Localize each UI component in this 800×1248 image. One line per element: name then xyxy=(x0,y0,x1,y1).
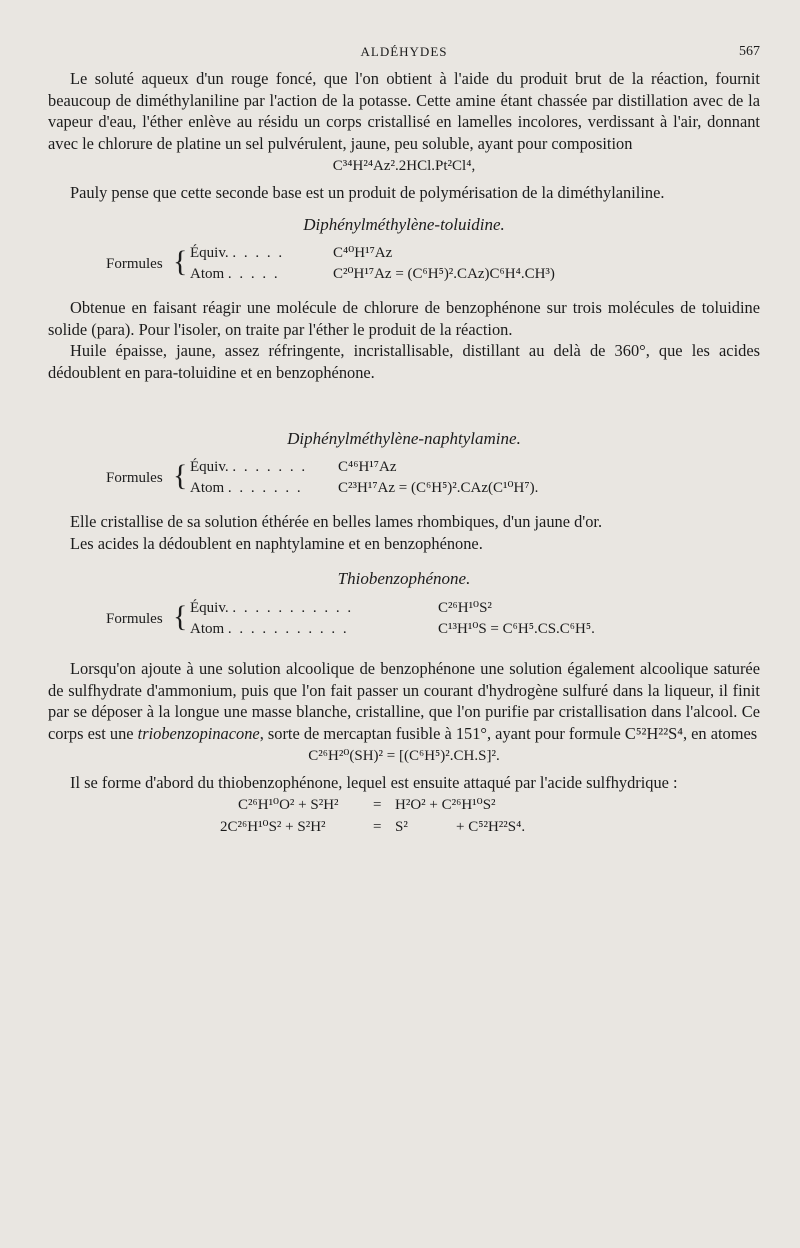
equation xyxy=(48,795,760,815)
equation-term: S² xyxy=(395,819,408,836)
equals-sign: = xyxy=(373,797,382,814)
paragraph: Obtenue en faisant réagir une molécule de chlorure de benzophénone sur trois molécules de toluidine solide (para). Pour l'isoler, on traite par l'éther le produit de la réaction. xyxy=(48,298,760,339)
equation-rhs: + C⁵²H²²S⁴. xyxy=(456,819,526,836)
page-body xyxy=(48,68,760,839)
paragraph: Pauly pense que cette seconde base est un produit de polymérisation de la diméthylaniline. xyxy=(70,182,665,202)
equation-lhs: C²⁶H¹⁰O² + S²H² xyxy=(238,797,339,814)
equiv-formula: C⁴⁶H¹⁷Az xyxy=(338,459,397,476)
formula-block xyxy=(48,455,760,503)
formula: C²⁶H²⁰(SH)² = [(C⁶H⁵)².CH.S]². xyxy=(308,748,500,765)
equation-rhs: H²O² + C²⁶H¹⁰S² xyxy=(395,797,496,814)
page-number: 567 xyxy=(739,44,760,59)
atom-row: Atom . . . . . xyxy=(190,266,280,283)
section-heading: Diphénylméthylène-naphtylamine. xyxy=(287,428,521,448)
atom-row: Atom . . . . . . . xyxy=(190,480,303,497)
paragraph: Le soluté aqueux d'un rouge foncé, que l'on obtient à l'aide du produit brut de la réaction, fournit beaucoup de diméthylaniline par l'action de la potasse. Cette amine étant chassée par distillation avec de la vapeur d'eau, l'éther enlève au résidu un corps cristallisé en lamelles incolores, verdissant à l'air, donnant avec le chlorure de platine un sel pulvérulent, jaune, peu soluble, ayant pour composition xyxy=(48,69,760,153)
formula-label: Formules xyxy=(106,610,163,627)
atom-formula: C¹³H¹⁰S = C⁶H⁵.CS.C⁶H⁵. xyxy=(438,620,595,637)
page-header xyxy=(48,44,760,66)
equiv-row: Équiv. . . . . . . . . . . . xyxy=(190,599,354,616)
equiv-formula: C²⁶H¹⁰S² xyxy=(438,599,492,616)
paragraph: Huile épaisse, jaune, assez réfringente, incristallisable, distillant au delà de 360°, que les acides dédoublent en para-toluidine et en benzophénone. xyxy=(48,341,760,382)
equiv-row: Équiv. . . . . . . . xyxy=(190,459,308,476)
brace: { xyxy=(173,245,188,279)
running-title: ALDÉHYDES xyxy=(360,44,448,59)
brace: { xyxy=(173,459,188,493)
formula: C³⁴H²⁴Az².2HCl.Pt²Cl⁴, xyxy=(332,158,476,175)
formula-label: Formules xyxy=(106,470,163,487)
equiv-formula: C⁴⁰H¹⁷Az xyxy=(333,245,393,262)
paragraph: Il se forme d'abord du thiobenzophénone, lequel est ensuite attaqué par l'acide sulfhydrique : xyxy=(70,772,678,792)
paragraph: Elle cristallise de sa solution éthérée en belles lames rhombiques, d'un jaune d'or. xyxy=(70,512,603,532)
brace: { xyxy=(173,599,188,633)
paragraph: Les acides la dédoublent en naphtylamine et en benzophénone. xyxy=(70,533,483,553)
section-heading: Thiobenzophénone. xyxy=(337,569,471,589)
emphasis: triobenzopinacone xyxy=(137,723,260,743)
formula-block xyxy=(48,241,760,289)
formula-label: Formules xyxy=(106,256,163,273)
section-heading: Diphénylméthylène-toluidine. xyxy=(303,214,505,234)
atom-formula: C²⁰H¹⁷Az = (C⁶H⁵)².CAz)C⁶H⁴.CH³) xyxy=(333,266,555,283)
atom-formula: C²³H¹⁷Az = (C⁶H⁵)².CAz(C¹⁰H⁷). xyxy=(338,480,539,497)
equals-sign: = xyxy=(373,819,382,836)
equation xyxy=(48,817,760,837)
equiv-row: Équiv. . . . . . xyxy=(190,245,285,262)
equation-lhs: 2C²⁶H¹⁰S² + S²H² xyxy=(220,819,326,836)
atom-row: Atom . . . . . . . . . . . xyxy=(190,620,349,637)
formula-block xyxy=(48,596,760,644)
paragraph: Lorsqu'on ajoute à une solution alcoolique de benzophénone une solution également alcoolique saturée de sulfhydrate d'ammonium, puis que l'on fait passer un courant d'hydrogène sulfuré dans la liqueur, il finit par se déposer à la longue une masse blanche, cristalline, que l'on purifie par cristallisation dans l'alcool. Ce corps est une triobenzopinacone, sorte de mercaptan fusible à 151°, ayant pour formule C⁵²H²²S⁴, en atomes xyxy=(48,658,760,743)
